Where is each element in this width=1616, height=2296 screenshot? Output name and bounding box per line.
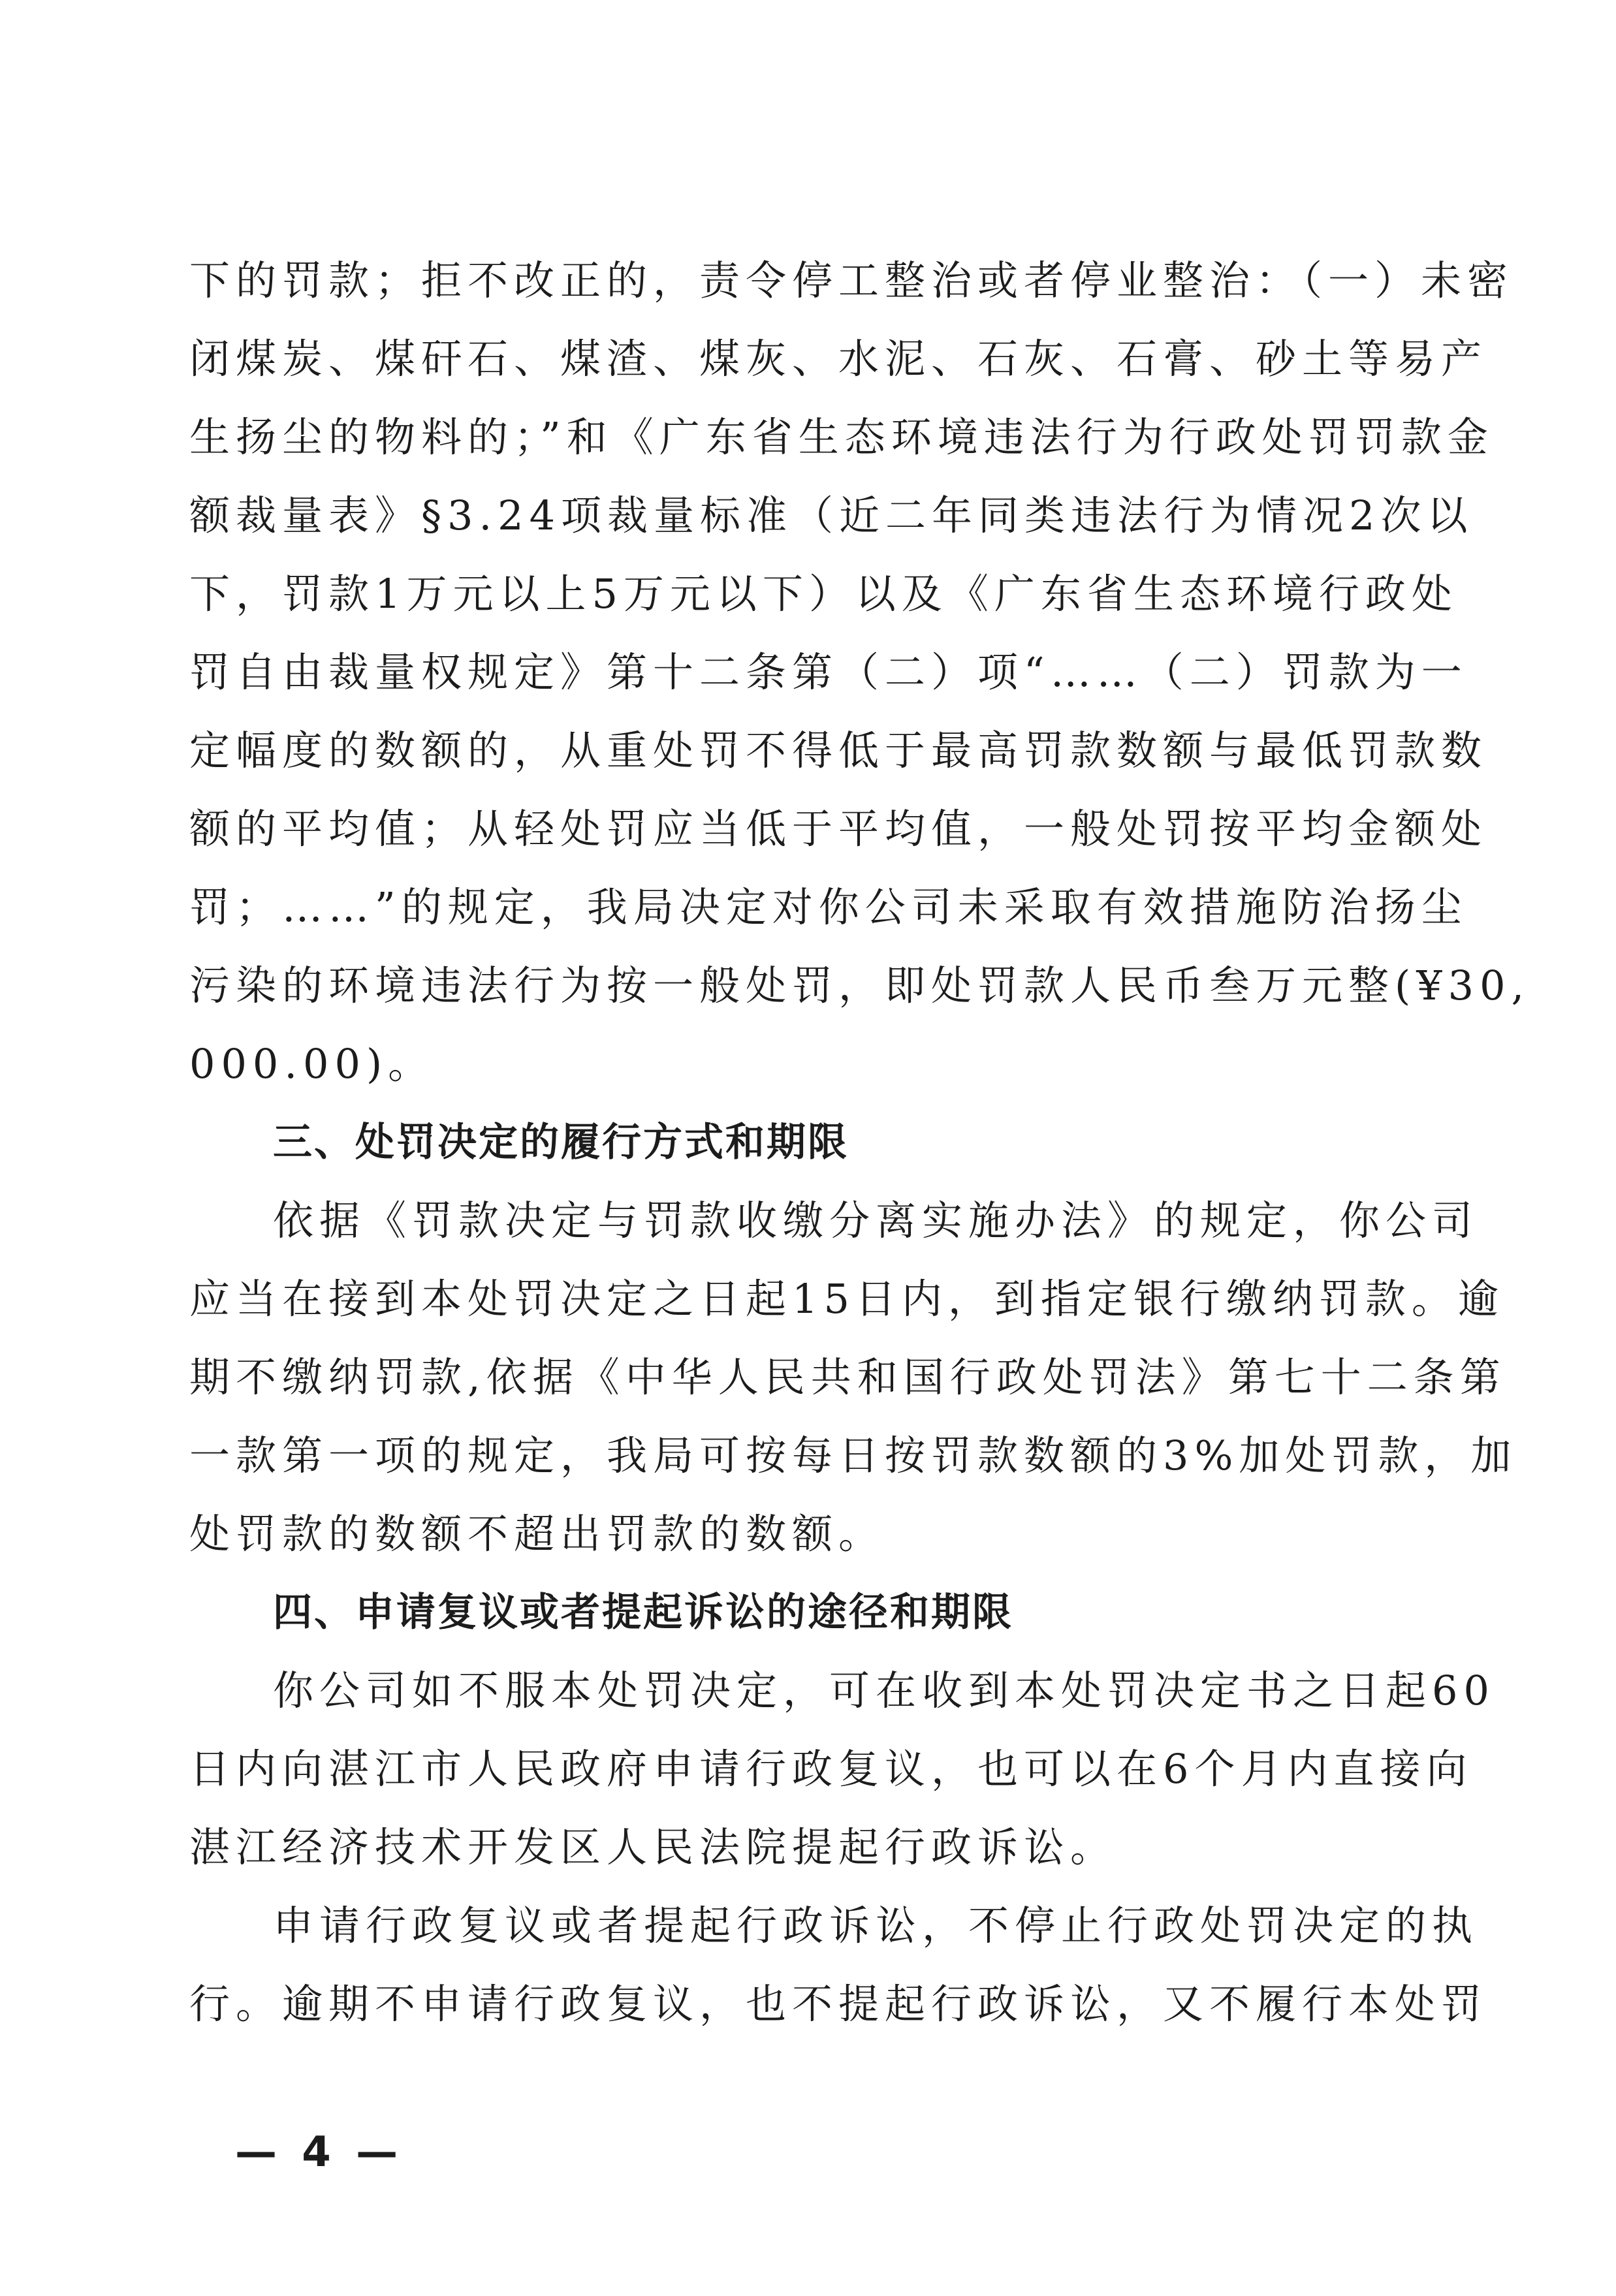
text-line: 应当在接到本处罚决定之日起15日内，到指定银行缴纳罚款。逾	[189, 1275, 1504, 1323]
text-line: 依据《罚款决定与罚款收缴分离实施办法》的规定，你公司	[273, 1197, 1479, 1244]
text-line: 行。逾期不申请行政复议，也不提起行政诉讼，又不履行本处罚	[189, 1980, 1488, 2028]
text-line: 处罚款的数额不超出罚款的数额。	[189, 1510, 885, 1558]
text-line: 申请行政复议或者提起行政诉讼，不停止行政处罚决定的执	[273, 1902, 1479, 1949]
text-line: 下，罚款1万元以上5万元以下）以及《广东省生态环境行政处	[189, 570, 1458, 618]
paragraph-penalty-basis	[189, 242, 1530, 1103]
text-line: 你公司如不服本处罚决定，可在收到本处罚决定书之日起60	[273, 1667, 1495, 1714]
text-line: 闭煤炭、煤矸石、煤渣、煤灰、水泥、石灰、石膏、砂土等易产	[189, 335, 1488, 383]
text-line: 额的平均值；从轻处罚应当低于平均值，一般处罚按平均金额处	[189, 805, 1488, 853]
text-line: 定幅度的数额的，从重处罚不得低于最高罚款数额与最低罚款数	[189, 727, 1488, 774]
text-line: 湛江经济技术开发区人民法院提起行政诉讼。	[189, 1823, 1117, 1871]
text-line: 000.00)。	[189, 1040, 435, 1088]
text-line: 额裁量表》§3.24项裁量标准（近二年同类违法行为情况2次以	[189, 492, 1474, 539]
text-line: 污染的环境违法行为按一般处罚，即处罚款人民币叁万元整(¥30,	[189, 962, 1530, 1009]
paragraph-appeal-rights	[189, 1652, 1495, 1887]
text-line: 期不缴纳罚款,依据《中华人民共和国行政处罚法》第七十二条第	[189, 1353, 1506, 1401]
text-line: 一款第一项的规定，我局可按每日按罚款数额的3%加处罚款，加	[189, 1432, 1517, 1479]
text-line: 罚自由裁量权规定》第十二条第（二）项“……（二）罚款为一	[189, 648, 1468, 696]
text-line: 日内向湛江市人民政府申请行政复议，也可以在6个月内直接向	[189, 1745, 1473, 1793]
page-number: — 4 —	[235, 2128, 404, 2177]
text-line: 罚；……”的规定，我局决定对你公司未采取有效措施防治扬尘	[189, 883, 1468, 931]
paragraph-enforcement	[189, 1887, 1488, 2043]
text-line: 生扬尘的物料的；”和《广东省生态环境违法行为行政处罚罚款金	[189, 413, 1494, 461]
document-body	[189, 242, 1530, 2043]
section-heading-3: 三、处罚决定的履行方式和期限	[273, 1120, 849, 1165]
paragraph-payment-terms	[189, 1182, 1517, 1573]
section-heading-4: 四、申请复议或者提起诉讼的途径和期限	[273, 1590, 1013, 1635]
text-line: 下的罚款；拒不改正的，责令停工整治或者停业整治：（一）未密	[189, 257, 1514, 304]
